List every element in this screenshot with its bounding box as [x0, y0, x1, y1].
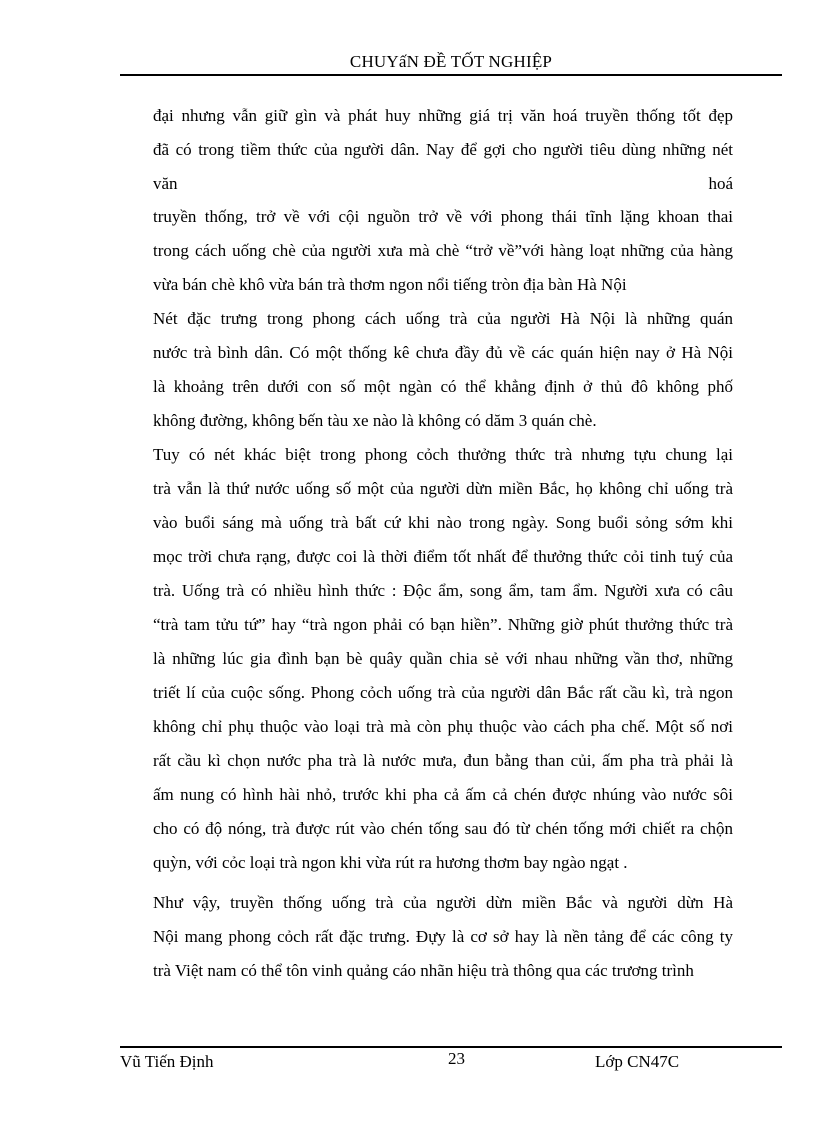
body-line: nước trà bình dân. Có một thống kê chưa đầy đủ về các quán hiện nay ở Hà Nội: [153, 343, 733, 362]
body-line: trà Việt nam có thể tôn vinh quảng cáo nhãn hiệu trà thông qua các trương trình: [153, 961, 694, 980]
body-line: Nét đặc trưng trong phong cách uống trà của người Hà Nội là những quán: [153, 309, 733, 328]
page-header-title: CHUYấN ĐỀ TỐT NGHIỆP: [349, 52, 553, 71]
body-line: trà. Uống trà có nhiều hình thức : Độc ẩm, song ẩm, tam ẩm. Người xưa có câu: [153, 581, 733, 600]
split-left-word: văn: [153, 174, 178, 193]
footer-page-number: 23: [448, 1049, 465, 1068]
split-right-word: hoá: [708, 174, 733, 193]
footer-rule: [120, 1046, 782, 1048]
body-line: đã có trong tiềm thức của người dân. Nay để gợi cho người tiêu dùng những nét: [153, 140, 733, 159]
body-line: rất cầu kì chọn nước pha trà là nước mưa, đun bằng than củi, ấm pha trà phải là: [153, 751, 733, 770]
body-line: quỳn, với cỏc loại trà ngon khi vừa rút ra hương thơm bay ngào ngạt .: [153, 853, 628, 872]
body-line: trong cách uống chè của người xưa mà chè “trở về”với hàng loạt những của hàng: [153, 241, 733, 260]
footer-class: Lớp CN47C: [595, 1052, 680, 1071]
body-line: vào buổi sáng mà uống trà bất cứ khi nào trong ngày. Song buổi sỏng sớm khi: [153, 513, 733, 532]
body-line: Như vậy, truyền thống uống trà của người dừn miền Bắc và người dừn Hà: [153, 893, 733, 912]
body-line: ấm nung có hình hài nhỏ, trước khi pha cả ấm cả chén được nhúng vào nước sôi: [153, 785, 733, 804]
body-line: truyền thống, trở về với cội nguồn trở về với phong thái tĩnh lặng khoan thai: [153, 207, 733, 226]
body-line: là những lúc gia đình bạn bè quây quần chia sẻ với nhau những vần thơ, những: [153, 649, 733, 668]
body-line: Nội mang phong cỏch rất đặc trưng. Đựy là cơ sở hay là nền tảng để các công ty: [153, 927, 733, 946]
footer-author: Vũ Tiến Định: [120, 1052, 214, 1071]
body-line: vừa bán chè khô vừa bán trà thơm ngon nổi tiếng tròn địa bàn Hà Nội: [153, 275, 627, 294]
body-line: không đường, không bến tàu xe nào là không có dăm 3 quán chè.: [153, 411, 597, 430]
body-line: cho có độ nóng, trà được rút vào chén tống sau đó từ chén tống mới chiết ra chộn: [153, 819, 733, 838]
body-line: Tuy có nét khác biệt trong phong cỏch thưởng thức trà nhưng tựu chung lại: [153, 445, 733, 464]
body-line: triết lí của cuộc sống. Phong cỏch uống trà của người dân Bắc rất cầu kì, trà ngon: [153, 683, 733, 702]
body-line: là khoảng trên dưới con số một ngàn có thể khẳng định ở thủ đô không phố: [153, 377, 733, 396]
body-line: “trà tam tửu tứ” hay “trà ngon phải có bạn hiền”. Những giờ phút thưởng thức trà: [153, 615, 733, 634]
header-rule: [120, 74, 782, 76]
body-line: đại nhưng vẫn giữ gìn và phát huy những giá trị văn hoá truyền thống tốt đẹp: [153, 106, 733, 125]
body-line: trà vẫn là thứ nước uống số một của người dừn miền Bắc, họ không chỉ uống trà: [153, 479, 733, 498]
body-line: không chỉ phụ thuộc vào loại trà mà còn phụ thuộc vào cách pha chế. Một số nơi: [153, 717, 733, 736]
body-line: mọc trời chưa rạng, được coi là thời điểm tốt nhất để thưởng thức cỏi tinh tuý của: [153, 547, 733, 566]
